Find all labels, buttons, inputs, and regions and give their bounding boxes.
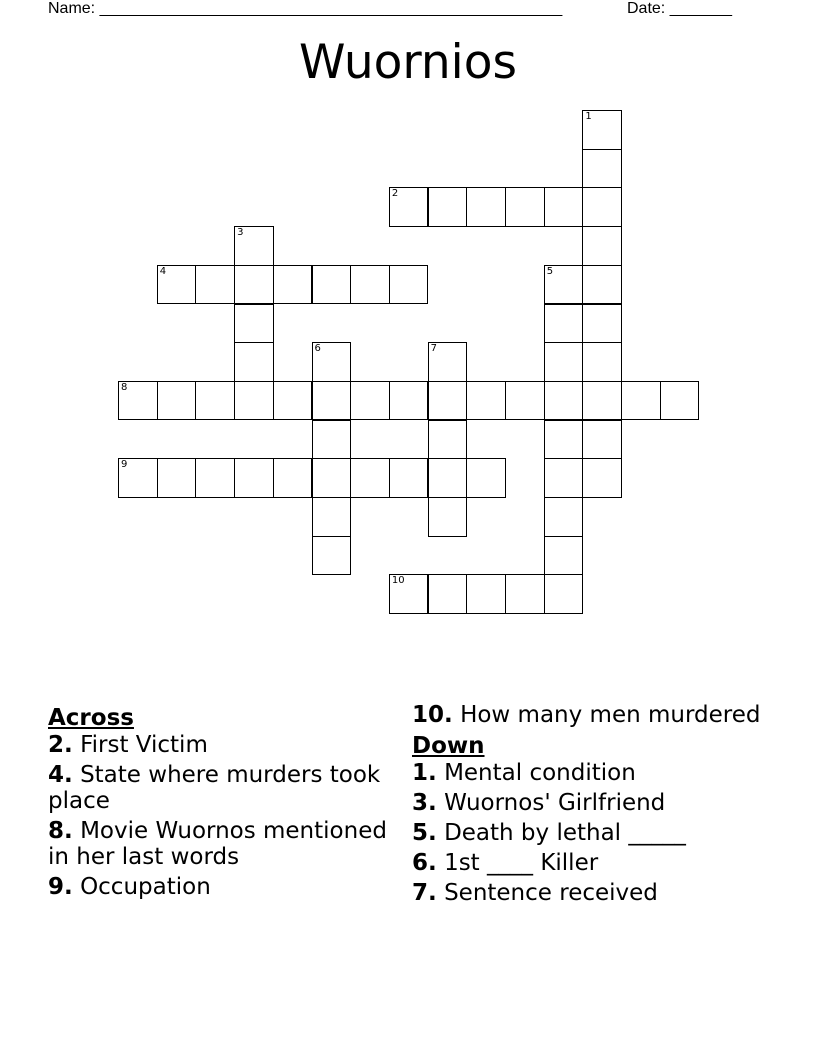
clue-number: 9. <box>48 874 73 900</box>
grid-cell[interactable] <box>428 187 468 227</box>
down-heading: Down <box>412 733 485 759</box>
date-field-label[interactable]: Date: _______ <box>627 0 732 17</box>
grid-cell[interactable] <box>234 381 274 421</box>
grid-cell[interactable] <box>544 420 584 460</box>
grid-cell[interactable] <box>544 574 584 614</box>
grid-cell[interactable] <box>312 536 352 576</box>
grid-cell[interactable] <box>582 110 622 150</box>
across-clue-2 <box>48 732 398 758</box>
grid-cell[interactable] <box>157 265 197 305</box>
grid-cell[interactable] <box>428 381 468 421</box>
clue-text: First Victim <box>80 732 208 758</box>
grid-cell[interactable] <box>312 342 352 382</box>
grid-cell[interactable] <box>582 187 622 227</box>
grid-cell[interactable] <box>582 381 622 421</box>
grid-cell[interactable] <box>544 265 584 305</box>
grid-cell[interactable] <box>389 187 429 227</box>
grid-cell[interactable] <box>428 574 468 614</box>
down-clue-3 <box>412 790 762 816</box>
grid-cell[interactable] <box>234 458 274 498</box>
grid-cell[interactable] <box>312 265 352 305</box>
grid-cell[interactable] <box>195 458 235 498</box>
grid-cell[interactable] <box>466 187 506 227</box>
grid-cell[interactable] <box>428 458 468 498</box>
cell-number: 8 <box>121 381 128 393</box>
grid-cell[interactable] <box>312 420 352 460</box>
grid-cell[interactable] <box>312 458 352 498</box>
clue-number: 4. <box>48 762 73 788</box>
clues-column-right <box>412 702 762 910</box>
grid-cell[interactable] <box>312 381 352 421</box>
grid-cell[interactable] <box>428 342 468 382</box>
across-clue-8 <box>48 818 398 870</box>
clue-text: State where murders took place <box>48 762 381 814</box>
clue-text: Movie Wuornos mentioned in her last words <box>48 818 387 870</box>
grid-cell[interactable] <box>428 420 468 460</box>
grid-cell[interactable] <box>234 226 274 266</box>
clue-text: Death by lethal _____ <box>444 820 686 846</box>
across-clue-4 <box>48 762 398 814</box>
grid-cell[interactable] <box>389 458 429 498</box>
grid-cell[interactable] <box>582 342 622 382</box>
grid-cell[interactable] <box>582 149 622 189</box>
grid-cell[interactable] <box>505 381 545 421</box>
grid-cell[interactable] <box>582 226 622 266</box>
grid-cell[interactable] <box>544 497 584 537</box>
down-clue-7 <box>412 880 762 906</box>
down-clue-6 <box>412 850 762 876</box>
cell-number: 7 <box>430 343 437 355</box>
cell-number: 4 <box>159 265 167 277</box>
clue-text: Occupation <box>80 874 211 900</box>
clue-text: Sentence received <box>444 880 658 906</box>
clues-column-left <box>48 702 398 904</box>
grid-cell[interactable] <box>544 342 584 382</box>
grid-cell[interactable] <box>544 381 584 421</box>
clue-text: Mental condition <box>444 760 636 786</box>
puzzle-title: Wuornios <box>299 35 517 90</box>
cell-number: 10 <box>391 575 405 587</box>
grid-cell[interactable] <box>466 381 506 421</box>
clue-text: 1st ____ Killer <box>444 850 599 876</box>
grid-cell[interactable] <box>350 265 390 305</box>
clue-number: 5. <box>412 820 437 846</box>
grid-cell[interactable] <box>505 574 545 614</box>
grid-cell[interactable] <box>505 187 545 227</box>
grid-cell[interactable] <box>466 458 506 498</box>
cell-number: 5 <box>546 265 554 277</box>
grid-cell[interactable] <box>582 265 622 305</box>
grid-cell[interactable] <box>273 381 313 421</box>
across-clue-10 <box>412 702 762 728</box>
down-clue-1 <box>412 760 762 786</box>
cell-number: 3 <box>237 227 244 239</box>
clue-number: 3. <box>412 790 437 816</box>
grid-cell[interactable] <box>389 574 429 614</box>
across-clue-9 <box>48 874 398 900</box>
clue-number: 1. <box>412 760 437 786</box>
cell-number: 9 <box>121 459 128 471</box>
cell-number: 2 <box>391 188 399 200</box>
grid-cell[interactable] <box>582 304 622 344</box>
grid-cell[interactable] <box>544 536 584 576</box>
grid-cell[interactable] <box>350 458 390 498</box>
grid-cell[interactable] <box>234 342 274 382</box>
clue-text: How many men murdered <box>460 702 761 728</box>
grid-cell[interactable] <box>157 458 197 498</box>
grid-cell[interactable] <box>660 381 700 421</box>
clue-text: Wuornos' Girlfriend <box>444 790 666 816</box>
clue-number: 10. <box>412 702 453 728</box>
clue-number: 2. <box>48 732 73 758</box>
grid-cell[interactable] <box>544 187 584 227</box>
grid-cell[interactable] <box>466 574 506 614</box>
grid-cell[interactable] <box>582 458 622 498</box>
grid-cell[interactable] <box>582 420 622 460</box>
grid-cell[interactable] <box>273 265 313 305</box>
grid-cell[interactable] <box>544 458 584 498</box>
grid-cell[interactable] <box>312 497 352 537</box>
down-clue-5 <box>412 820 762 846</box>
grid-cell[interactable] <box>389 381 429 421</box>
grid-cell[interactable] <box>195 381 235 421</box>
grid-cell[interactable] <box>157 381 197 421</box>
cell-number: 6 <box>314 343 321 355</box>
grid-cell[interactable] <box>195 265 235 305</box>
grid-cell[interactable] <box>118 381 158 421</box>
name-field-label[interactable]: Name: ____________________________________________________ <box>48 0 563 17</box>
grid-cell[interactable] <box>273 458 313 498</box>
cell-number: 1 <box>585 111 592 122</box>
grid-cell[interactable] <box>234 265 274 305</box>
across-heading: Across <box>48 705 134 731</box>
grid-cell[interactable] <box>350 381 390 421</box>
clue-number: 7. <box>412 880 437 906</box>
grid-cell[interactable] <box>118 458 158 498</box>
clue-number: 8. <box>48 818 73 844</box>
grid-cell[interactable] <box>621 381 661 421</box>
grid-cell[interactable] <box>389 265 429 305</box>
grid-cell[interactable] <box>428 497 468 537</box>
grid-cell[interactable] <box>234 304 274 344</box>
grid-cell[interactable] <box>544 304 584 344</box>
clue-number: 6. <box>412 850 437 876</box>
